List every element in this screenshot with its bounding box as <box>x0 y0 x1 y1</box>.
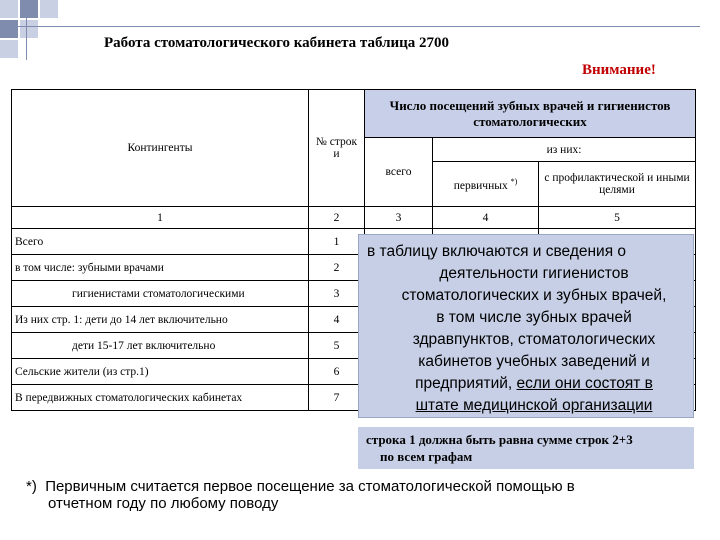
row-label: Из них стр. 1: дети до 14 лет включительно <box>12 307 309 333</box>
header-primary-label: первичных <box>453 179 508 192</box>
footnote-mark: *) <box>26 478 37 495</box>
row-number: 2 <box>309 255 365 281</box>
decor-square-5 <box>20 20 38 38</box>
note-text <box>366 431 633 465</box>
callout-line-7-pre: предприятий, <box>415 375 517 392</box>
header-total: всего <box>365 138 433 207</box>
col-number-5: 5 <box>539 207 696 229</box>
note-line-2: по всем графам <box>380 449 473 464</box>
callout-line-5: здравпунктов, стоматологических <box>412 331 656 348</box>
decor-vertical-line <box>26 0 27 60</box>
callout-line-8: штате медицинской организации <box>415 397 653 414</box>
row-number: 1 <box>309 229 365 255</box>
col-number-3: 3 <box>365 207 433 229</box>
row-label: Всего <box>12 229 309 255</box>
header-row-number: № строк и <box>309 90 365 207</box>
row-label: дети 15-17 лет включительно <box>12 333 309 359</box>
col-number-2: 2 <box>309 207 365 229</box>
callout-line-7 <box>367 373 689 395</box>
note-line-1: строка 1 должна быть равна сумме строк 2+3 <box>366 432 633 447</box>
row-number: 4 <box>309 307 365 333</box>
col-number-1: 1 <box>12 207 309 229</box>
decor-horizontal-line <box>0 26 700 27</box>
header-visits-title: Число посещений зубных врачей и гигиенистов стоматологических <box>365 90 696 138</box>
decor-square-4 <box>0 20 18 38</box>
row-number: 3 <box>309 281 365 307</box>
row-label: в том числе: зубными врачами <box>12 255 309 281</box>
decor-square-3 <box>40 0 58 18</box>
callout-text <box>367 241 689 417</box>
callout-line-3: стоматологических и зубных врачей, <box>401 287 667 304</box>
info-callout <box>358 234 694 418</box>
attention-label: Внимание! <box>582 62 656 78</box>
row-label: гигиенистами стоматологическими <box>12 281 309 307</box>
col-number-4: 4 <box>433 207 539 229</box>
row-label: Сельские жители (из стр.1) <box>12 359 309 385</box>
callout-line-7-underlined: если они состоят в <box>516 375 653 392</box>
callout-line-2: деятельности гигиенистов <box>439 265 629 282</box>
row-number: 6 <box>309 359 365 385</box>
header-contingents: Контингенты <box>12 90 309 207</box>
row-number: 5 <box>309 333 365 359</box>
footnote <box>26 478 686 512</box>
header-preventive: с профилактической и иными целями <box>539 162 696 207</box>
row-number: 7 <box>309 385 365 411</box>
page-title: Работа стоматологического кабинета таблица 2700 <box>104 35 450 51</box>
callout-line-1: в таблицу включаются и сведения о <box>367 243 627 260</box>
decor-square-2 <box>20 0 38 18</box>
sum-rule-note <box>358 427 694 469</box>
callout-line-6: кабинетов учебных заведений и <box>418 353 650 370</box>
decor-square-6 <box>0 40 18 58</box>
header-of-which: из них: <box>433 138 696 162</box>
decor-square-1 <box>0 0 18 18</box>
header-primary-mark: *) <box>510 176 518 186</box>
footnote-line-2: отчетном году по любому поводу <box>48 495 279 512</box>
row-label: В передвижных стоматологических кабинетах <box>12 385 309 411</box>
footnote-line-1: Первичным считается первое посещение за стоматологической помощью в <box>45 478 575 495</box>
callout-line-4: в том числе зубных врачей <box>436 309 632 326</box>
header-primary <box>433 162 539 207</box>
